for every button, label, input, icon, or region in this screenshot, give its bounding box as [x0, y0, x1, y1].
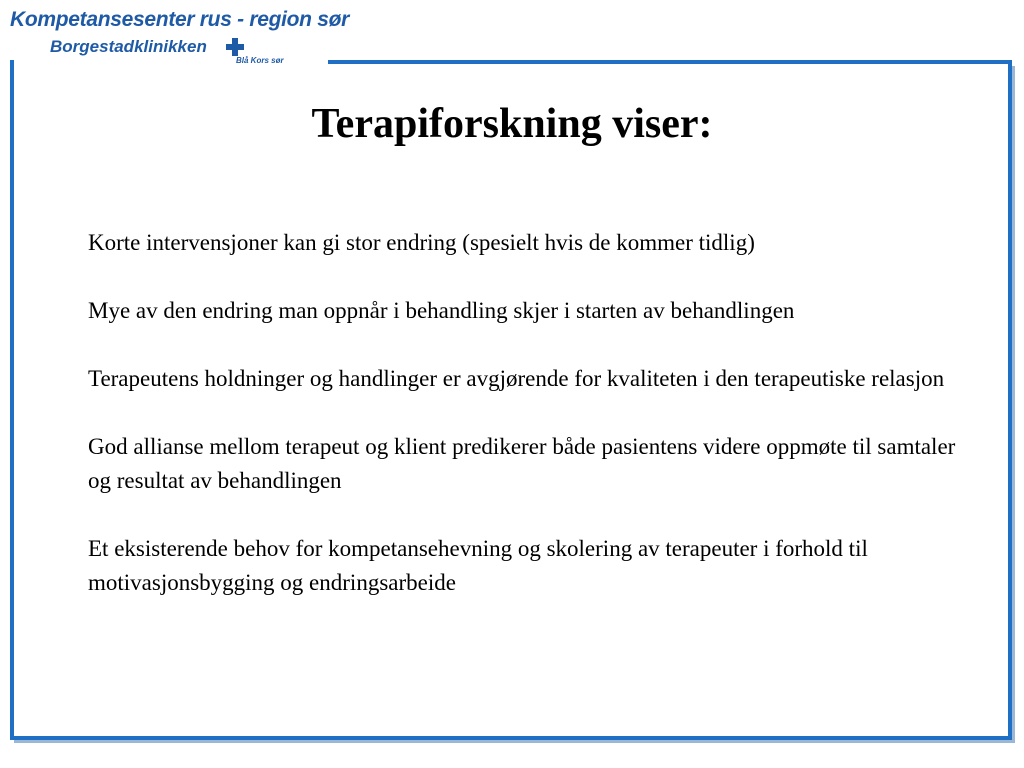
logo-title: Kompetansesenter rus - region sør	[10, 8, 350, 31]
frame-top-left-edge	[10, 60, 14, 64]
paragraph-5: Et eksisterende behov for kompetansehevning og skolering av terapeuter i forhold til motivasjonsbygging og endringsarbeide	[88, 536, 868, 595]
frame-shadow-right	[1012, 66, 1015, 743]
paragraph-2: Mye av den endring man oppnår i behandling skjer i starten av behandlingen	[88, 298, 795, 323]
logo-subtitle: Blå Kors sør	[236, 56, 284, 65]
paragraph-4: God allianse mellom terapeut og klient predikerer både pasientens videre oppmøte til samtaler og resultat av behandlingen	[88, 434, 956, 493]
logo-clinic-name: Borgestadklinikken	[50, 37, 207, 56]
plus-cross-icon	[226, 38, 244, 56]
frame-top-right-edge	[328, 60, 1012, 64]
paragraph-1: Korte intervensjoner kan gi stor endring (spesielt hvis de kommer tidlig)	[88, 230, 755, 255]
slide-title: Terapiforskning viser:	[311, 101, 713, 147]
slide-body	[88, 226, 968, 634]
frame-shadow-bottom	[14, 740, 1015, 743]
organization-logo	[10, 8, 350, 68]
paragraph-3: Terapeutens holdninger og handlinger er avgjørende for kvaliteten i den terapeutiske relasjon	[88, 366, 945, 391]
